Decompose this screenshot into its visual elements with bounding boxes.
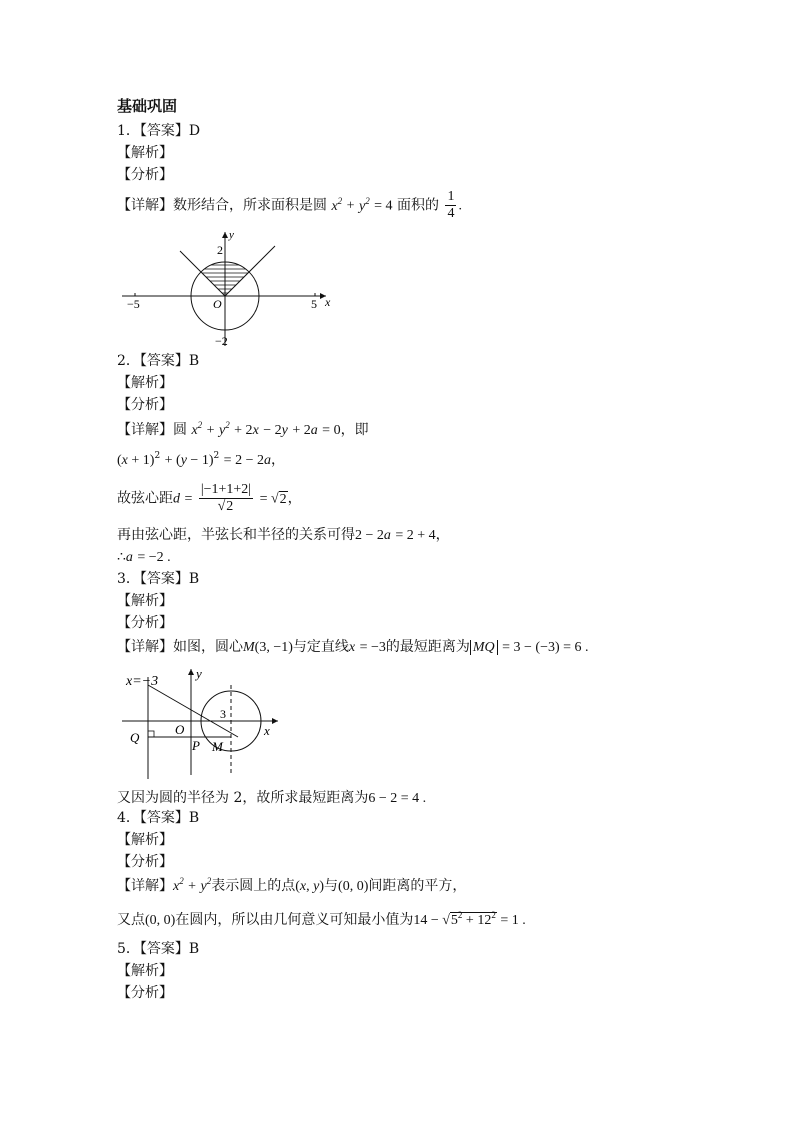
q3-answer: 3．【答案】B (117, 571, 200, 587)
q1-detail: 【详解】数形结合，所求面积是圆 $x^2 + y^2 = 4$ 面积的 $\frac{1}{4}$ . (117, 189, 462, 221)
q3-detail-mid2: 的最短距离为 (385, 639, 470, 655)
q2-equation: $(x + 1)^2 + (y - 1)^2 = 2 - 2a$， (117, 451, 285, 468)
q3-conclusion-text: 又因为圆的半径为 2，故所求最短距离为 (117, 790, 369, 806)
q2-answer: 2．【答案】B (117, 353, 200, 369)
tick-label: −2 (215, 334, 228, 348)
q1-figure (118, 228, 338, 350)
point-m-label: M (212, 739, 223, 754)
q4-detail-a: 【详解】 (117, 878, 173, 894)
q4-detail-d: 间距离的平方， (368, 878, 467, 894)
q4-detail-b: 表示圆上的点 (211, 878, 296, 894)
q3-fenxi: 【分析】 (117, 615, 173, 631)
q2-chord-prefix: 故弦心距 (117, 490, 173, 507)
tick-label: 2 (217, 243, 223, 257)
y-axis-label: y (196, 666, 202, 681)
q4-detail-c: 与 (324, 878, 339, 894)
q4-answer: 4．【答案】B (117, 810, 200, 826)
q1-answer: 1．【答案】D (117, 123, 201, 139)
q2-therefore: ∴a = −2 . (117, 549, 171, 565)
point-p-label: P (192, 738, 200, 753)
q4-line2-a: 又点 (117, 912, 145, 928)
line-label: x=−3 (126, 674, 159, 689)
q3-analysis: 【解析】 (117, 593, 173, 609)
tick-label: 5 (311, 297, 317, 311)
q2-detail-suffix: ，即 (340, 422, 369, 438)
x-axis-label: x (264, 723, 270, 738)
fraction: $\frac{1}{4}$ (447, 189, 455, 221)
point-q-label: Q (130, 730, 140, 745)
q2-detail: 【详解】圆 $x^2 + y^2 + 2x - 2y + 2a = 0$，即 (117, 420, 369, 438)
x-axis-label: x (325, 295, 331, 309)
q3-detail-prefix: 【详解】如图，圆心 (117, 639, 243, 655)
q5-answer: 5．【答案】B (117, 941, 200, 957)
q2-analysis: 【解析】 (117, 375, 173, 391)
q2-chord: 故弦心距d = $\frac{|-1+1+2|}{√2}$ = √2， (117, 482, 302, 514)
q4-fenxi: 【分析】 (117, 854, 173, 870)
q4-line2: 又点(0, 0)在圆内，所以由几何意义可知最小值为$14 - √5^2 + 12^2 = 1$ . (117, 910, 526, 928)
tick-label: 3 (220, 707, 226, 721)
q4-line2-b: 在圆内，所以由几何意义可知最小值为 (175, 912, 414, 928)
q2-relation-text: 再由弦心距，半弦长和半径的关系可得 (117, 527, 355, 543)
q5-fenxi: 【分析】 (117, 985, 173, 1001)
q1-fenxi: 【分析】 (117, 167, 173, 183)
origin-label: O (213, 297, 222, 311)
formula: $x^2$ (331, 195, 343, 214)
q2-detail-prefix: 【详解】圆 (117, 422, 187, 438)
q1-analysis: 【解析】 (117, 145, 173, 161)
q2-fenxi: 【分析】 (117, 397, 173, 413)
q1-detail-mid: 面积的 (397, 197, 440, 214)
q4-detail: 【详解】$x^2 + y^2$表示圆上的点(x, y)与(0, 0)间距离的平方， (117, 876, 467, 894)
q3-detail: 【详解】如图，圆心M(3, −1)与定直线x = −3的最短距离为 MQ = 3 − (−3) = 6 . (117, 639, 589, 655)
q1-detail-prefix: 【详解】数形结合，所求面积是圆 (117, 197, 327, 214)
y-axis-label: y (229, 229, 234, 241)
q3-figure (118, 665, 290, 783)
tick-label: −5 (127, 297, 140, 311)
therefore-sign: ∴ (117, 549, 126, 565)
formula: $x^2$ (191, 420, 203, 438)
q4-analysis: 【解析】 (117, 832, 173, 848)
q5-analysis: 【解析】 (117, 963, 173, 979)
q3-detail-mid: 与定直线 (292, 639, 349, 655)
q2-relation: 再由弦心距，半弦长和半径的关系可得2 − 2a = 2 + 4， (117, 527, 450, 543)
origin-label: O (175, 722, 185, 737)
fraction: $\frac{|-1+1+2|}{√2}$ (200, 482, 252, 514)
q3-conclusion: 又因为圆的半径为 2，故所求最短距离为6 − 2 = 4 . (117, 790, 427, 806)
section-title: 基础巩固 (117, 97, 178, 115)
